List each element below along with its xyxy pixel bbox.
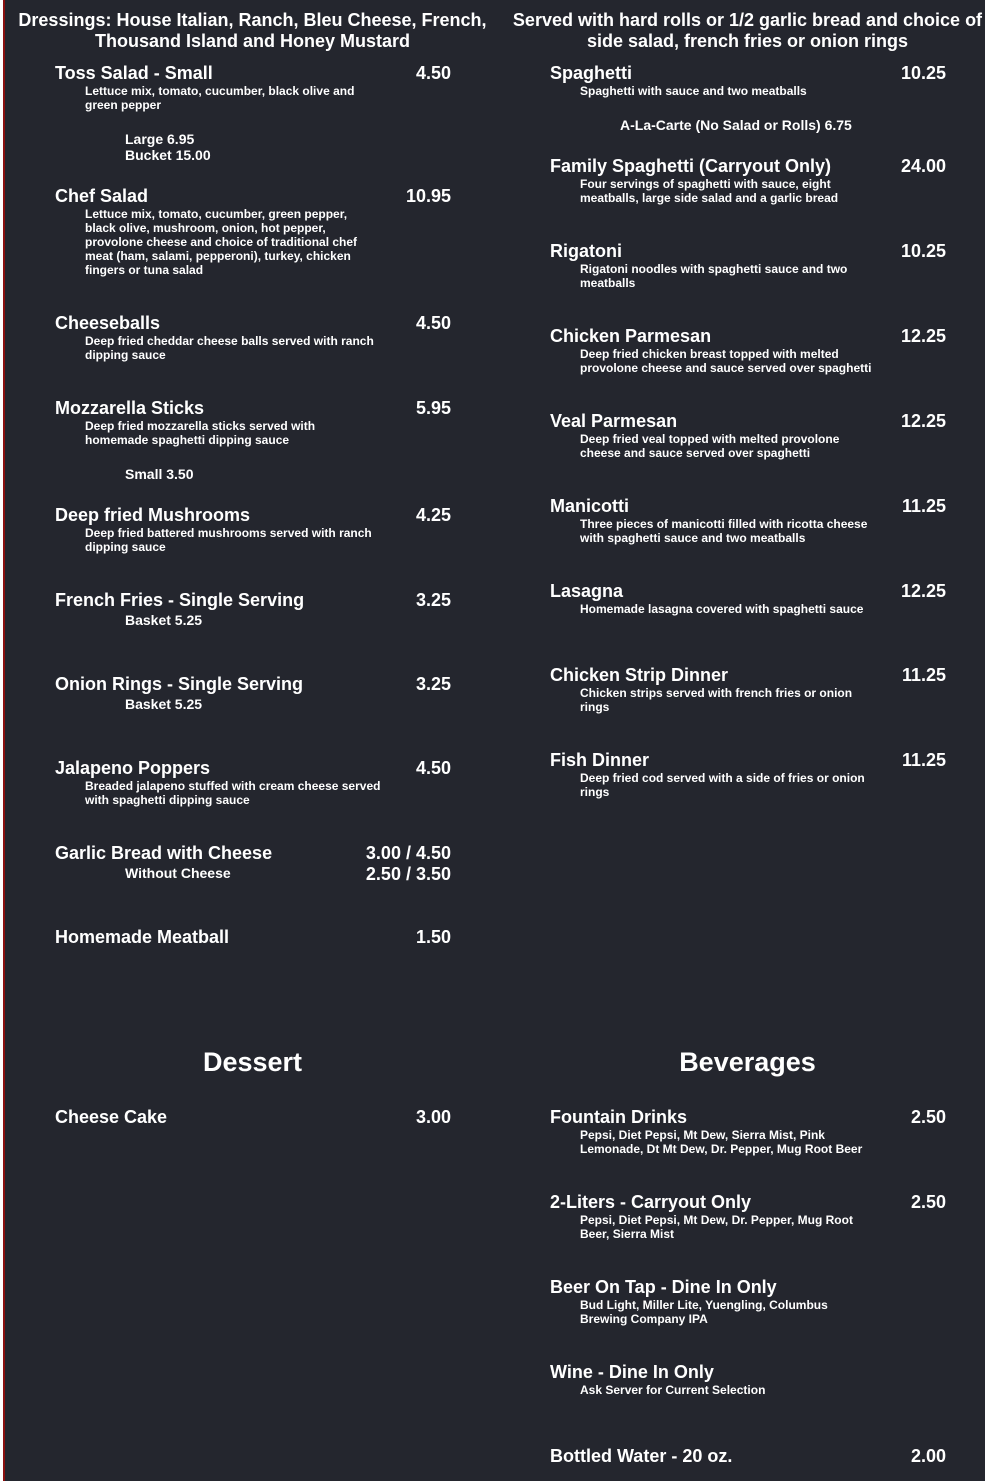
item-description: Chicken strips served with french fries or onion rings [580, 686, 853, 714]
item-description: Bud Light, Miller Lite, Yuengling, Columbus Brewing Company IPA [580, 1298, 828, 1326]
item-name: Fountain Drinks [550, 1107, 688, 1127]
page-edge-rule [0, 0, 5, 1481]
item-description: Spaghetti with sauce and two meatballs [580, 84, 807, 98]
item-price: 11.25 [901, 750, 946, 770]
item-price: 3.25 [415, 590, 451, 610]
item-description: Deep fried cheddar cheese balls served with ranch dipping sauce [85, 334, 374, 362]
item-description: Pepsi, Diet Pepsi, Mt Dew, Sierra Mist, Pink Lemonade, Dt Mt Dew, Dr. Pepper, Mug Root Beer [580, 1128, 863, 1156]
item-description: Three pieces of manicotti filled with ricotta cheese with spaghetti sauce and two meatballs [580, 517, 868, 545]
item-description: Breaded jalapeno stuffed with cream cheese served with spaghetti dipping sauce [85, 779, 381, 807]
item-description: Pepsi, Diet Pepsi, Mt Dew, Dr. Pepper, Mug Root Beer, Sierra Mist [580, 1213, 853, 1241]
item-name: Wine - Dine In Only [550, 1362, 714, 1382]
item-description: Lettuce mix, tomato, cucumber, green pepper, black olive, mushroom, onion, hot pepper, provolone cheese and choice of traditional chef meat (ham, salami, pepperoni), turkey, chicken fingers or tuna salad [85, 207, 358, 277]
item-option: Large 6.95 [125, 131, 195, 147]
item-price: 2.50 [910, 1192, 946, 1212]
item-description: Four servings of spaghetti with sauce, eight meatballs, large side salad and a garlic bread [580, 177, 839, 205]
item-name: Chicken Parmesan [550, 326, 712, 346]
item-price: 1.50 [415, 927, 451, 947]
item-name: Beer On Tap - Dine In Only [550, 1277, 777, 1297]
item-name: Family Spaghetti (Carryout Only) [550, 156, 832, 176]
item-name: Cheeseballs [55, 313, 161, 333]
item-name: Garlic Bread with Cheese [55, 843, 273, 863]
item-price: 4.25 [415, 505, 451, 525]
item-description: Deep fried mozzarella sticks served with homemade spaghetti dipping sauce [85, 419, 316, 447]
item-name: Onion Rings - Single Serving [55, 674, 304, 694]
item-name: 2-Liters - Carryout Only [550, 1192, 752, 1212]
dessert-title: Dessert [202, 1047, 303, 1077]
item-option: Basket 5.25 [125, 696, 203, 712]
item-name: Spaghetti [550, 63, 633, 83]
item-price: 3.25 [415, 674, 451, 694]
item-price: 10.25 [900, 63, 946, 83]
item-name: Jalapeno Poppers [55, 758, 211, 778]
item-description: Homemade lasagna covered with spaghetti sauce [580, 602, 864, 616]
item-description: Ask Server for Current Selection [580, 1383, 766, 1397]
item-price: 12.25 [900, 581, 946, 601]
item-price: 10.25 [900, 241, 946, 261]
beverages-title: Beverages [679, 1047, 816, 1077]
item-price: 24.00 [900, 156, 946, 176]
item-price: 4.50 [415, 313, 451, 333]
item-price: 5.95 [415, 398, 451, 418]
item-price: 2.00 [910, 1446, 946, 1466]
item-price: 12.25 [900, 411, 946, 431]
item-description: Deep fried cod served with a side of fries or onion rings [580, 771, 865, 799]
item-name: Rigatoni [550, 241, 622, 261]
item-name: Manicotti [550, 496, 629, 516]
item-option: A-La-Carte (No Salad or Rolls) 6.75 [620, 117, 852, 133]
dressings-header: Dressings: House Italian, Ranch, Bleu Cheese, French, Thousand Island and Honey Mustard [18, 10, 487, 51]
item-price: 4.50 [415, 63, 451, 83]
item-name: Homemade Meatball [55, 927, 230, 947]
item-option: Bucket 15.00 [125, 147, 211, 163]
item-name: Chicken Strip Dinner [550, 665, 729, 685]
item-description: Deep fried veal topped with melted provolone cheese and sauce served over spaghetti [580, 432, 840, 460]
item-description: Deep fried chicken breast topped with melted provolone cheese and sauce served over spaghetti [580, 347, 872, 375]
item-name: Deep fried Mushrooms [55, 505, 251, 525]
item-price: 3.00 [415, 1107, 451, 1127]
item-name: Bottled Water - 20 oz. [550, 1446, 733, 1466]
item-description: Deep fried battered mushrooms served with ranch dipping sauce [85, 526, 372, 554]
item-price: 10.95 [405, 186, 451, 206]
item-description: Lettuce mix, tomato, cucumber, black olive and green pepper [85, 84, 355, 112]
item-name: Mozzarella Sticks [55, 398, 205, 418]
item-name: Cheese Cake [55, 1107, 168, 1127]
item-name: Toss Salad - Small [55, 63, 213, 83]
dinners-header: Served with hard rolls or 1/2 garlic bread and choice of side salad, french fries or onion rings [512, 10, 983, 51]
item-name: Chef Salad [55, 186, 149, 206]
item-option: Small 3.50 [125, 466, 194, 482]
item-option: Basket 5.25 [125, 612, 203, 628]
item-price: 3.00 / 4.50 [365, 843, 451, 863]
item-name: Lasagna [550, 581, 624, 601]
item-name: Veal Parmesan [550, 411, 678, 431]
item-name: Fish Dinner [550, 750, 650, 770]
item-description: Rigatoni noodles with spaghetti sauce and two meatballs [580, 262, 848, 290]
item-price: 11.25 [901, 665, 946, 685]
item-price: 4.50 [415, 758, 451, 778]
item-price: 12.25 [900, 326, 946, 346]
item-price: 11.25 [901, 496, 946, 516]
item-name: French Fries - Single Serving [55, 590, 305, 610]
item-price: 2.50 [910, 1107, 946, 1127]
item-price-without-cheese: 2.50 / 3.50 [365, 864, 451, 884]
item-option: Without Cheese [125, 865, 231, 881]
